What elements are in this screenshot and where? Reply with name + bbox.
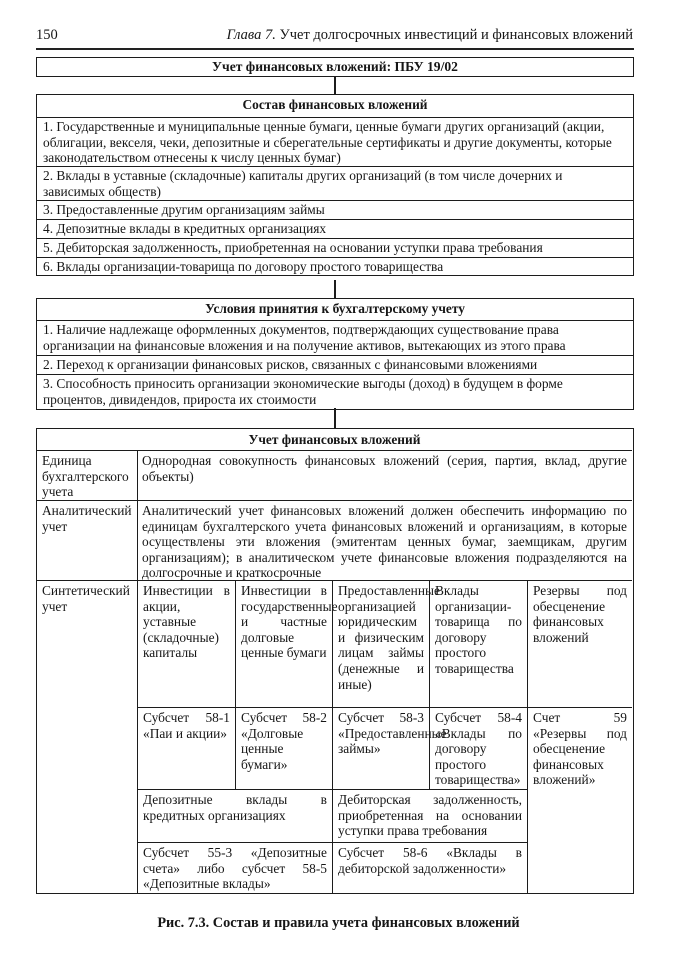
- page-number: 150: [36, 27, 58, 43]
- conditions-header: Условия принятия к бухгалтерскому учету: [205, 301, 465, 316]
- composition-item: 5. Дебиторская задолженность, приобретенная на основании уступки права требования: [37, 238, 633, 257]
- column-divider: [137, 451, 138, 893]
- category-debt-securities: Инвестиции в государственные и частные долговые ценные бумаги: [241, 583, 338, 661]
- connector-line: [334, 280, 336, 299]
- synthetic-label: Синтетический учет: [42, 583, 130, 614]
- condition-item: 2. Переход к организации финансовых рисков, связанных с финансовыми вложениями: [37, 355, 633, 374]
- composition-item: 2. Вклады в уставные (складочные) капиталы других организаций (в том числе дочерних и зависимых обществ): [37, 166, 633, 200]
- composition-item: 3. Предоставленные другим организациям займы: [37, 200, 633, 219]
- category-loans: Предоставленные организацией юридическим и физическим лицам займы (денежные и иные): [338, 583, 440, 692]
- analytic-label: Аналитический учет: [42, 503, 132, 534]
- running-head: [227, 28, 633, 44]
- header-rule: [36, 48, 634, 50]
- account-58-2: Субсчет 58-2 «Долговые ценные бумаги»: [241, 710, 327, 772]
- unit-text: Однородная совокупность финансовых вложений (серия, партия, вклад, другие объекты): [142, 453, 627, 484]
- condition-item: 3. Способность приносить организации экономические выгоды (доход) в будущем в форме процентов, дивидендов, прироста их стоимости: [37, 374, 633, 409]
- figure-caption: Рис. 7.3. Состав и правила учета финансовых вложений: [157, 915, 520, 931]
- category-deposits: Депозитные вклады в кредитных организациях: [143, 792, 327, 823]
- account-58-3: Субсчет 58-3 «Предоставленные займы»: [338, 710, 447, 757]
- unit-label: Единица бухгалтерского учета: [42, 453, 129, 500]
- account-59: Счет 59 «Резервы под обесценение финансовых вложений»: [533, 710, 627, 788]
- composition-header: Состав финансовых вложений: [242, 97, 428, 112]
- conditions-section: [36, 298, 634, 410]
- category-partnership: Вклады организации-товарища по договору простого товарищества: [435, 583, 522, 676]
- composition-item: 4. Депозитные вклады в кредитных организациях: [37, 219, 633, 238]
- composition-item: 6. Вклады организации-товарища по договору простого товарищества: [37, 257, 633, 275]
- account-58-4: Субсчет 58-4 «Вклады по договору простого товарищества»: [435, 710, 522, 788]
- chapter-label: Глава 7.: [226, 27, 276, 43]
- account-58-6: Субсчет 58-6 «Вклады в дебиторской задолженности»: [338, 845, 522, 876]
- condition-item: 1. Наличие надлежаще оформленных документов, подтверждающих существование права организации на финансовые вложения и на получение активов, вытекающих из этого права: [37, 320, 633, 355]
- connector-line: [334, 77, 336, 94]
- category-receivables: Дебиторская задолженность, приобретенная на основании уступки права требования: [338, 792, 522, 839]
- analytic-text: Аналитический учет финансовых вложений должен обеспечить информацию по единицам бухгалтерского учета финансовых вложений и организациям, в которые осуществлены эти вложения (эмитентам ценных бумаг, заемщикам, другим организациям); в аналитическом учете финансовые вложения подразделяются на долгосрочные и краткосрочные: [142, 503, 627, 581]
- connector-line: [334, 408, 336, 429]
- category-reserves: Резервы под обесценение финансовых вложений: [533, 583, 627, 645]
- account-55-3-58-5: Субсчет 55-3 «Депозитные счета» либо субсчет 58-5 «Депозитные вклады»: [143, 845, 327, 892]
- chapter-title: Учет долгосрочных инвестиций и финансовых вложений: [275, 27, 633, 43]
- composition-section: [36, 94, 634, 276]
- diagram-title: Учет финансовых вложений: ПБУ 19/02: [36, 57, 634, 77]
- accounting-table: [36, 428, 634, 894]
- accounting-header: Учет финансовых вложений: [248, 432, 421, 447]
- account-58-1: Субсчет 58-1 «Паи и акции»: [143, 710, 230, 741]
- category-shares: Инвестиции в акции, уставные (складочные) капиталы: [143, 583, 230, 661]
- composition-item: 1. Государственные и муниципальные ценные бумаги, ценные бумаги других организаций (акции, облигации, векселя, чеки, депозитные и сберегательные сертификаты и другие документы, которые законодательством отнесены к числу ценных бумаг): [37, 117, 633, 166]
